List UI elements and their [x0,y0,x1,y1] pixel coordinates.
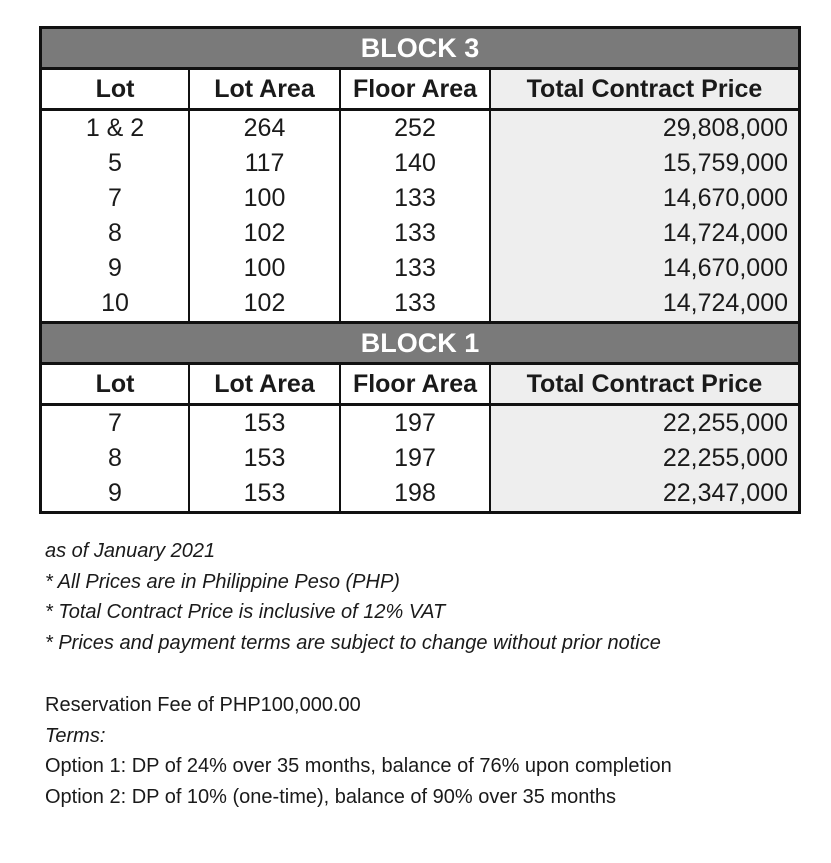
cell-lot-area: 153 [190,406,341,441]
cell-lot-area: 153 [190,476,341,511]
cell-price: 22,347,000 [491,476,798,511]
cell-floor-area: 133 [341,181,491,216]
cell-price: 14,670,000 [491,181,798,216]
header-lot-area: Lot Area [190,365,341,403]
cell-floor-area: 133 [341,286,491,321]
header-lot-area: Lot Area [190,70,341,108]
header-lot: Lot [42,365,190,403]
note-currency: * All Prices are in Philippine Peso (PHP) [45,570,400,593]
header-floor-area: Floor Area [341,365,491,403]
cell-price: 14,724,000 [491,286,798,321]
cell-floor-area: 197 [341,406,491,441]
table-row [42,251,798,286]
table-row [42,441,798,476]
cell-price: 15,759,000 [491,146,798,181]
block-1-rows [42,406,798,511]
cell-lot-area: 153 [190,441,341,476]
cell-lot: 9 [42,251,190,286]
cell-lot-area: 100 [190,251,341,286]
note-subject-to-change: * Prices and payment terms are subject to change without prior notice [45,631,661,654]
cell-lot-area: 264 [190,111,341,146]
table-row [42,286,798,321]
terms-label: Terms: [45,724,106,747]
block-1-title: BLOCK 1 [42,321,798,365]
table-row [42,216,798,251]
cell-price: 22,255,000 [491,441,798,476]
table-row [42,406,798,441]
cell-lot: 8 [42,441,190,476]
table-row [42,476,798,511]
cell-lot-area: 102 [190,286,341,321]
cell-lot: 1 & 2 [42,111,190,146]
cell-floor-area: 133 [341,251,491,286]
cell-lot: 7 [42,181,190,216]
cell-lot-area: 102 [190,216,341,251]
block-1-header-row [42,365,798,406]
cell-price: 29,808,000 [491,111,798,146]
table-row [42,111,798,146]
cell-floor-area: 198 [341,476,491,511]
cell-floor-area: 197 [341,441,491,476]
cell-price: 14,724,000 [491,216,798,251]
table-row [42,146,798,181]
option-2: Option 2: DP of 10% (one-time), balance of 90% over 35 months [45,785,617,808]
cell-lot: 8 [42,216,190,251]
cell-lot: 7 [42,406,190,441]
cell-price: 22,255,000 [491,406,798,441]
cell-floor-area: 140 [341,146,491,181]
cell-lot: 9 [42,476,190,511]
reservation-fee: Reservation Fee of PHP100,000.00 [45,694,361,716]
cell-lot-area: 117 [190,146,341,181]
notes [45,536,805,658]
header-floor-area: Floor Area [341,70,491,108]
table-row [42,181,798,216]
block-3-rows [42,111,798,321]
cell-price: 14,670,000 [491,251,798,286]
block-3-title: BLOCK 3 [42,29,798,70]
payment-terms [45,690,815,812]
price-table [39,26,801,514]
header-lot: Lot [42,70,190,108]
header-total-contract-price: Total Contract Price [491,365,798,403]
note-date: as of January 2021 [45,540,216,562]
header-total-contract-price: Total Contract Price [491,70,798,108]
cell-floor-area: 133 [341,216,491,251]
cell-lot: 10 [42,286,190,321]
block-3-header-row [42,70,798,111]
cell-lot: 5 [42,146,190,181]
note-vat: * Total Contract Price is inclusive of 12% VAT [45,601,446,624]
cell-floor-area: 252 [341,111,491,146]
cell-lot-area: 100 [190,181,341,216]
option-1: Option 1: DP of 24% over 35 months, balance of 76% upon completion [45,755,672,778]
